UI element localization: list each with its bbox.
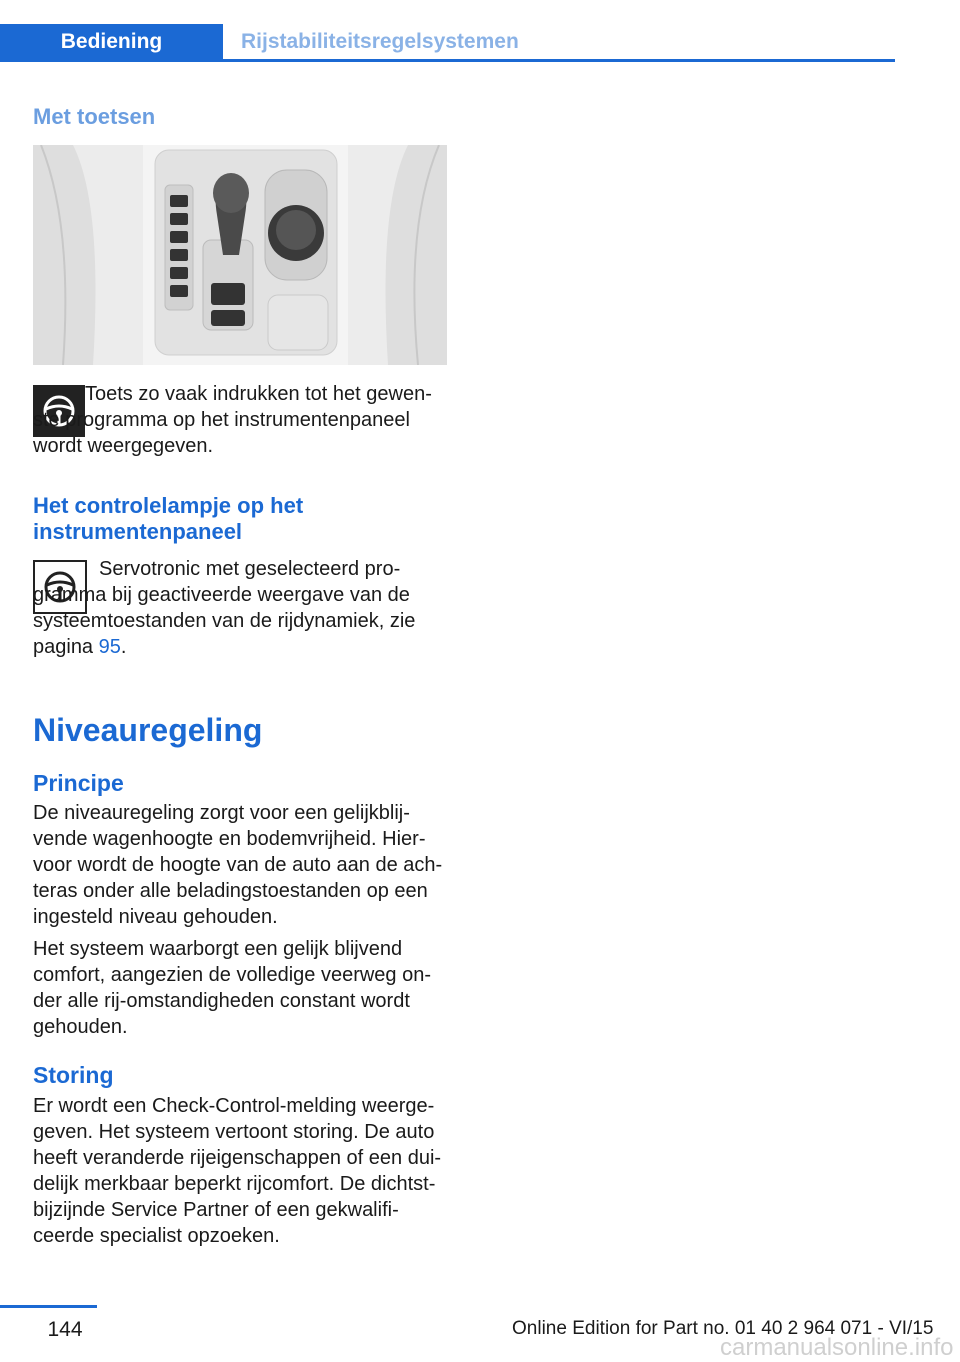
heading-storing: Storing [33, 1062, 114, 1088]
chapter-tab: Bediening [0, 24, 223, 60]
center-console-photo [33, 145, 447, 365]
page-number: 144 [47, 1318, 83, 1341]
footer-rule [0, 1305, 97, 1308]
watermark: carmanualsonline.info [720, 1334, 954, 1361]
instruction-text: Toets zo vaak indrukken tot het gewenste programma op het instrumentenpaneel wordt weergegeven. [33, 383, 432, 457]
header-rule [0, 59, 895, 62]
heading-met-toetsen: Met toetsen [33, 104, 156, 129]
heading-controlelampje: Het controlelampje op het instrumentenpaneel [33, 493, 304, 544]
heading-principe: Principe [33, 770, 124, 796]
console-illustration [33, 145, 447, 365]
page-link-95[interactable]: 95 [98, 636, 121, 658]
section-tab: Rijstabiliteitsregelsystemen [241, 30, 519, 53]
principe-paragraph-2: Het systeem waarborgt een gelijk blijvend comfort, aangezien de volledige veerweg onder alle rij-omstandigheden constant wordt gehouden. [33, 938, 432, 1038]
page-header [0, 24, 895, 62]
section-title-niveauregeling: Niveauregeling [33, 712, 263, 748]
principe-paragraph-1: De niveauregeling zorgt voor een gelijkblijvende wagenhoogte en bodemvrijheid. Hiervoor wordt de hoogte van de auto aan de achteras onder alle beladingstoestanden op een ingesteld niveau gehouden. [33, 802, 443, 928]
edition-text: Online Edition for Part no. 01 40 2 964 071 - VI/15 [512, 1318, 934, 1339]
storing-paragraph: Er wordt een Check-Control-melding weergegeven. Het systeem vertoont storing. De auto heeft veranderde rijeigenschappen of een duidelijk merkbaar beperkt rijcomfort. De dichtstbijzijnde Service Partner of een gekwalificeerde specialist opzoeken. [33, 1095, 442, 1247]
servotronic-text: Servotronic met geselecteerd programma bij geactiveerde weergave van de systeemtoestanden van de rijdynamiek, zie pagina 95. [33, 558, 416, 658]
